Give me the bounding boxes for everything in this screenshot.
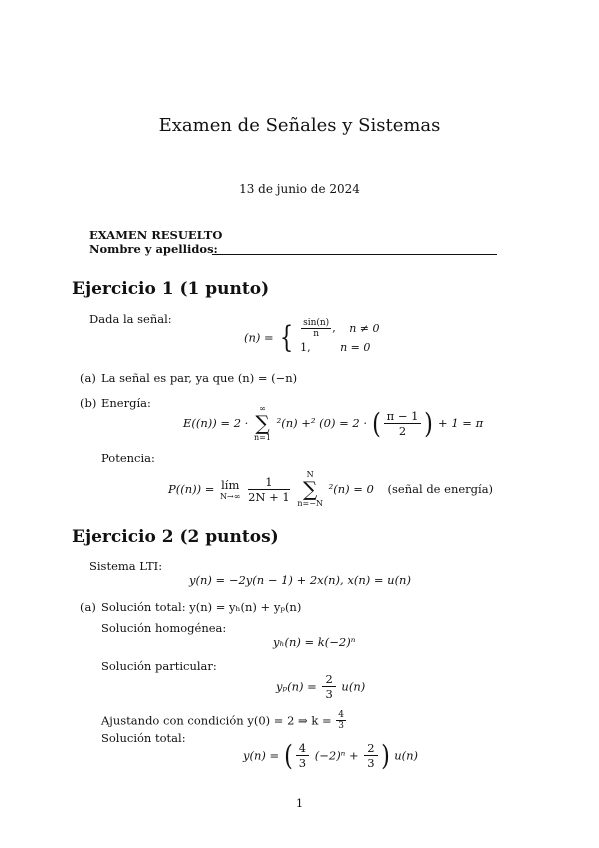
part-equation: yₚ(n) = $\frac{2}{3}$ u(n) xyxy=(276,672,366,701)
ex2-a-text: Solución total: y(n) = yₕ(n) + yₚ(n) xyxy=(101,600,302,614)
homog-equation: yₕ(n) = k(−2)ⁿ xyxy=(273,635,356,649)
ex1-b-label: (b) xyxy=(80,396,97,410)
part-fraction: $\frac{2}{3}$ xyxy=(322,672,335,701)
energy-mid: ²(n) +² (0) = 2 · xyxy=(276,416,368,430)
case1-condition: n ≠ 0 xyxy=(349,321,380,335)
ex1-a-text: La señal es par, ya que (n) = (−n) xyxy=(101,371,298,385)
adjust-text: Ajustando con condición y(0) = 2 ⇒ k = $\frac{4}{3}$ xyxy=(101,710,344,731)
ex1-b-text: Energía: xyxy=(101,396,151,410)
document-title: Examen de Señales y Sistemas xyxy=(158,115,441,136)
adjust-fraction: $\frac{4}{3}$ xyxy=(338,710,344,731)
name-line xyxy=(212,254,497,255)
energy-fraction: $\frac{\pi - 1}{2}$ xyxy=(384,409,422,438)
energy-equation: E((n)) = 2 · ∞ ∑ n=1 ²(n) +² (0) = 2 · ( $\frac{\pi - 1}{2}$ ) + 1 = π xyxy=(183,404,484,442)
case2-value: 1, xyxy=(300,341,311,354)
document-date: 13 de junio de 2024 xyxy=(239,182,360,196)
homog-label: Solución homogénea: xyxy=(101,621,227,635)
ex2-intro: Sistema LTI: xyxy=(89,559,163,573)
ex1-a-label: (a) xyxy=(80,371,96,385)
ex2-a-label: (a) xyxy=(80,600,96,614)
ex1-intro: Dada la señal: xyxy=(89,312,172,326)
signal-cases: $\frac{\sin(n)}{n}$ , n ≠ 0 1, n = 0 xyxy=(300,318,380,354)
sigma-icon: ∑ xyxy=(303,477,318,501)
power-end: ²(n) = 0 xyxy=(328,482,374,496)
sinc-fraction: $\frac{\sin(n)}{n}$ xyxy=(303,318,330,339)
power-fraction: $\frac{1}{2N + 1}$ xyxy=(248,474,290,504)
name-label: Nombre y apellidos: xyxy=(89,242,218,256)
exam-label: EXAMEN RESUELTO xyxy=(89,228,223,242)
case2-condition: n = 0 xyxy=(340,341,371,354)
ex2-heading: Ejercicio 2 (2 puntos) xyxy=(72,527,279,547)
power-label: Potencia: xyxy=(101,451,155,465)
power-note: (señal de energía) xyxy=(387,482,494,496)
power-equation xyxy=(168,470,493,508)
system-equation: y(n) = −2y(n − 1) + 2x(n), x(n) = u(n) xyxy=(189,573,411,587)
part-label: Solución particular: xyxy=(101,659,217,673)
page-number: 1 xyxy=(295,796,304,810)
ex1-signal-definition xyxy=(244,318,380,357)
total-label: Solución total: xyxy=(101,731,186,745)
energy-end: + 1 = π xyxy=(438,416,484,430)
signal-lhs: (n) = xyxy=(244,330,274,345)
power-sum: N ∑ n=−N xyxy=(297,470,323,508)
sigma-icon: ∑ xyxy=(255,411,270,435)
power-limit: lím N→∞ xyxy=(220,477,241,501)
energy-sum: ∞ ∑ n=1 xyxy=(253,404,271,442)
power-lhs: P((n)) = xyxy=(168,482,215,496)
energy-lhs: E((n)) = 2 · xyxy=(183,416,249,430)
total-equation: y(n) = ( $\frac{4}{3}$ (−2)ⁿ + $\frac{2}{3}$ ) u(n) xyxy=(243,739,419,772)
left-brace-icon: { xyxy=(280,320,294,355)
ex1-heading: Ejercicio 1 (1 punto) xyxy=(72,279,270,299)
